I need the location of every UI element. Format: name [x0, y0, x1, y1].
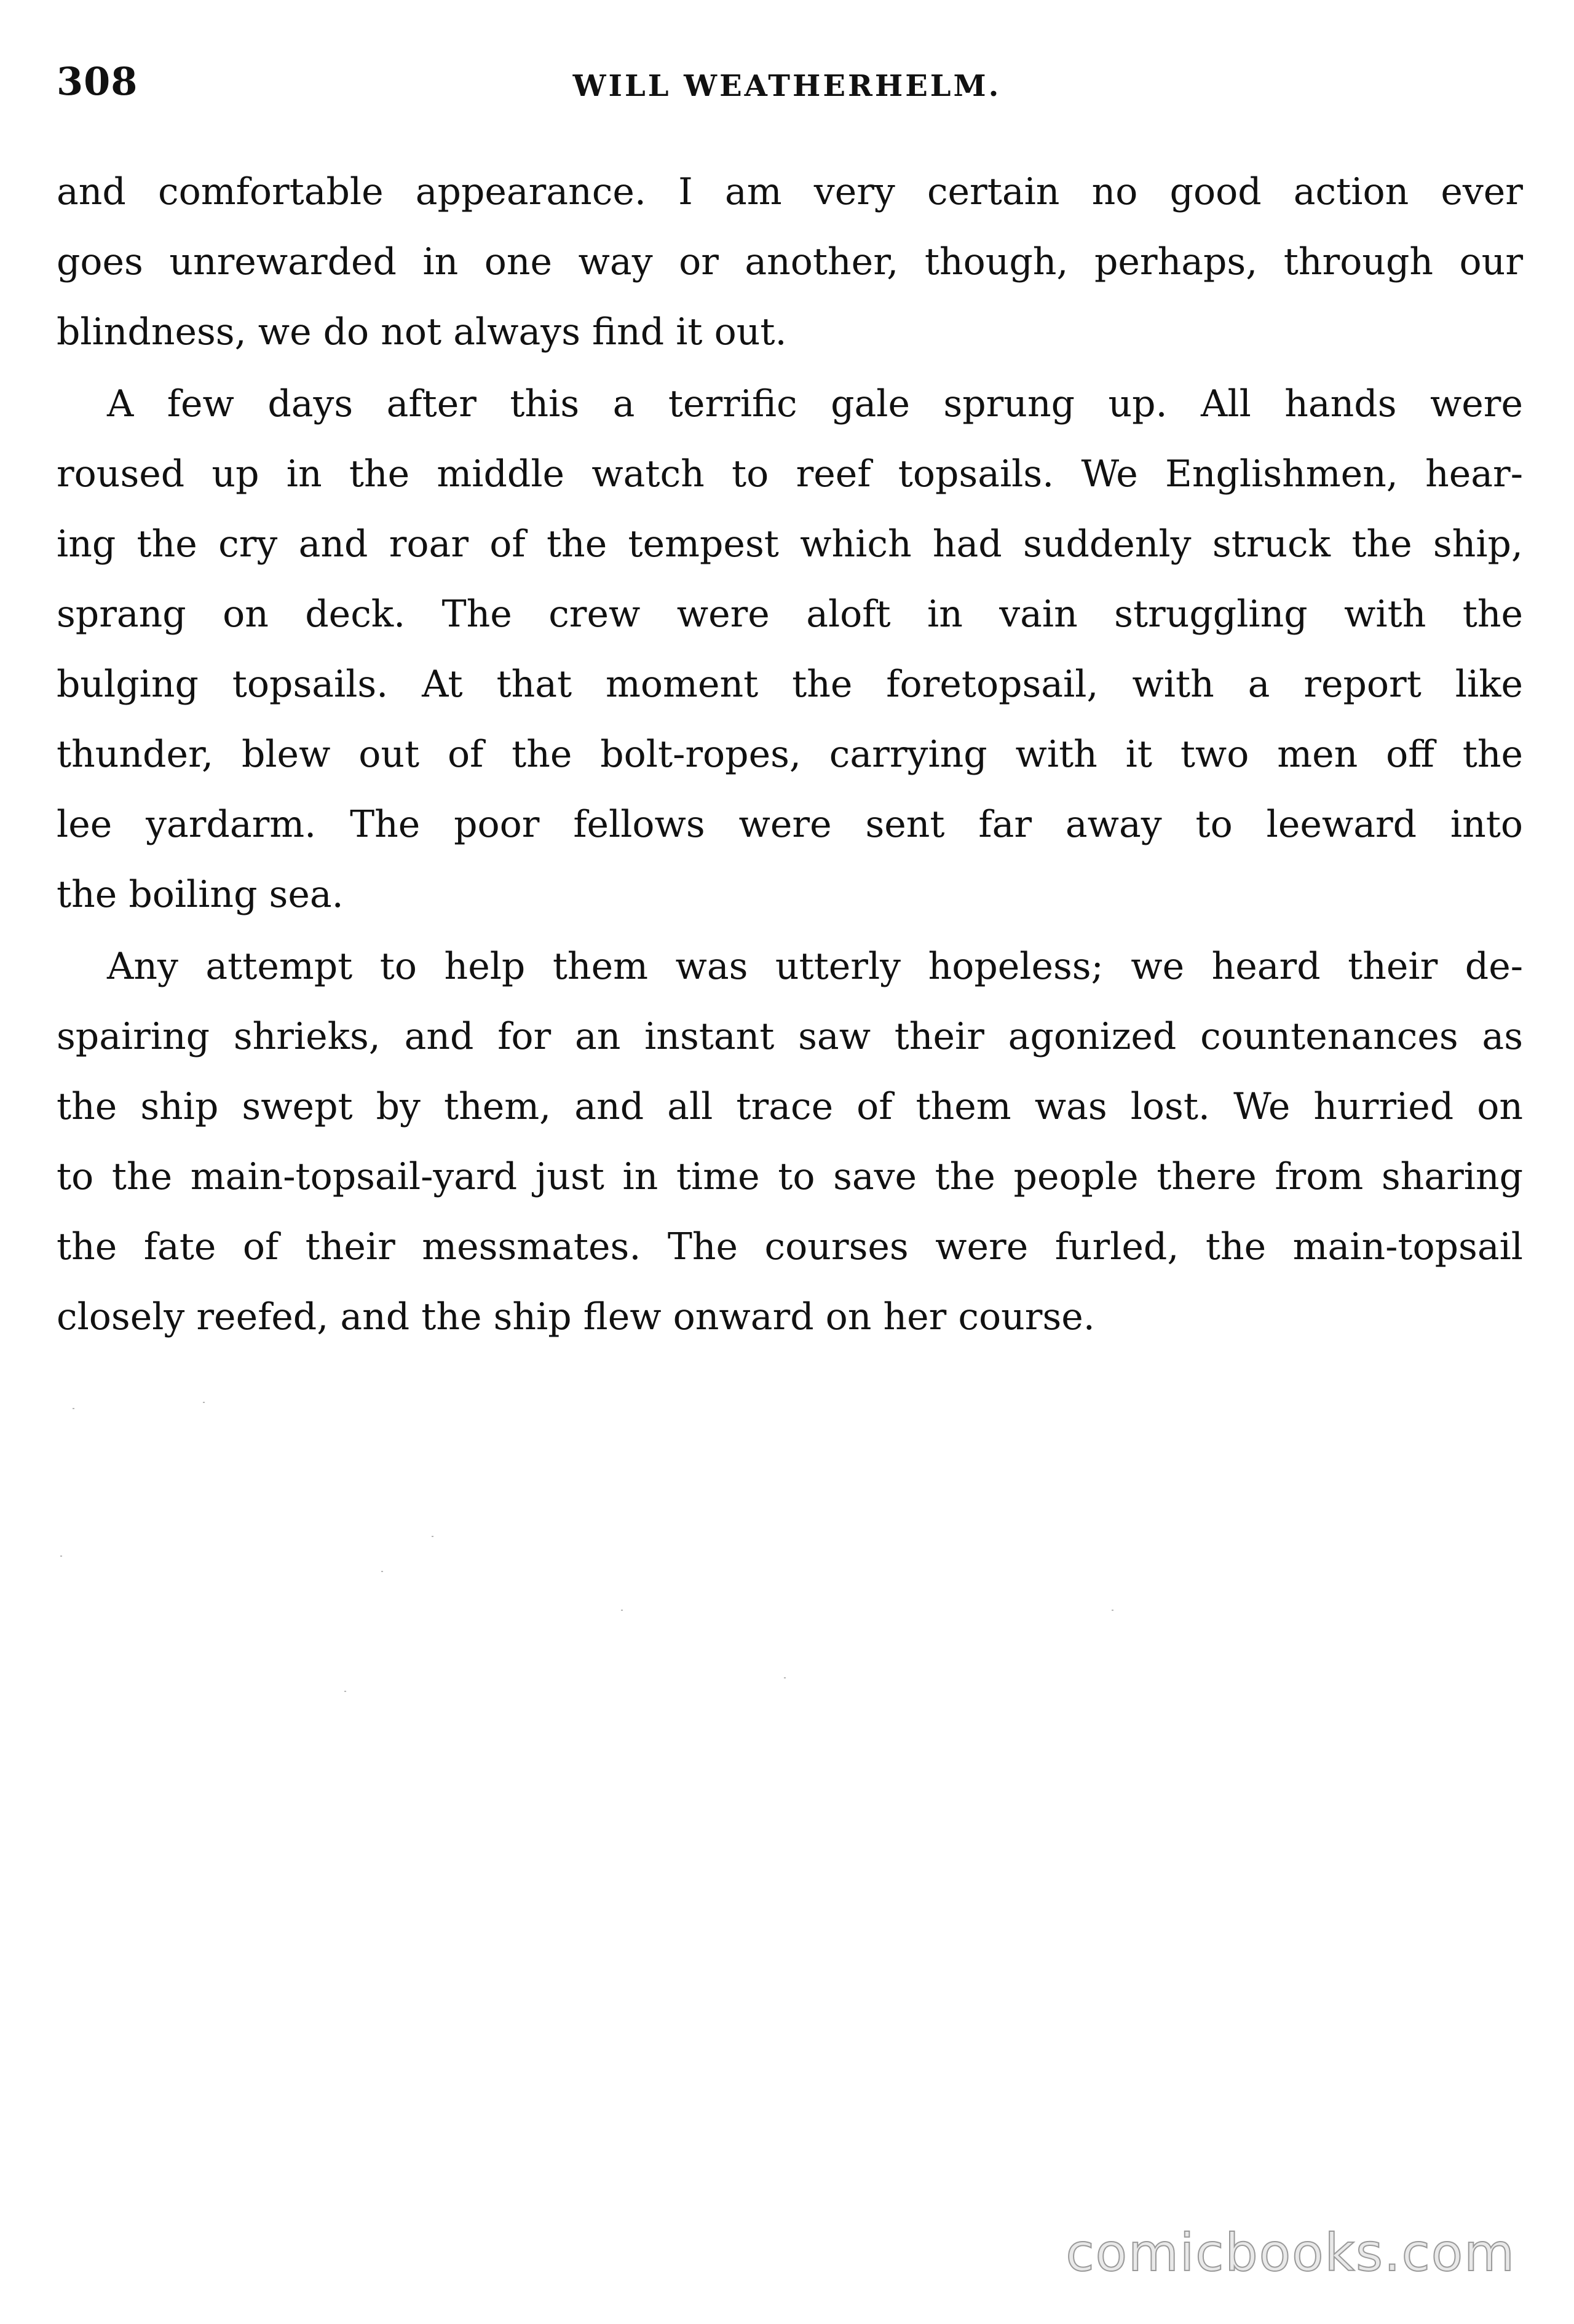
text-line: A few days after this a terrific gale sprung up. All hands were [107, 382, 1523, 425]
speck [1112, 1610, 1113, 1611]
speck [784, 1677, 786, 1678]
text-line: thunder, blew out of the bolt-ropes, carrying with it two men off the [57, 733, 1523, 776]
paragraph-3 [57, 931, 1523, 1352]
text-line: spairing shrieks, and for an instant saw their agonized countenances as [57, 1015, 1523, 1058]
text-line: and comfortable appearance. I am very certain no good action ever [57, 170, 1523, 213]
body-text [57, 157, 1523, 1354]
watermark-logo: comicbooks.com [1066, 2223, 1516, 2283]
speck [60, 1555, 62, 1557]
text-line: the fate of their messmates. The courses were furled, the main-topsail [57, 1225, 1523, 1268]
text-line: closely reefed, and the ship flew onward on her course. [57, 1295, 1095, 1338]
paragraph-1 [57, 157, 1523, 367]
text-line: lee yardarm. The poor fellows were sent far away to leeward into [57, 803, 1523, 846]
speck [73, 1408, 74, 1409]
speck [344, 1691, 346, 1692]
text-line: goes unrewarded in one way or another, though, perhaps, through our [57, 240, 1523, 283]
speck [203, 1402, 205, 1403]
running-title: WILL WEATHERHELM. [572, 69, 1002, 103]
speck [621, 1610, 623, 1611]
page-number: 308 [57, 59, 138, 104]
text-line: ing the cry and roar of the tempest which had suddenly struck the ship, [57, 523, 1523, 566]
speck [381, 1571, 383, 1572]
speck [432, 1536, 433, 1537]
text-line: Any attempt to help them was utterly hopeless; we heard their de- [107, 945, 1523, 988]
text-line: blindness, we do not always find it out. [57, 310, 787, 354]
paragraph-2 [57, 369, 1523, 930]
text-line: to the main-topsail-yard just in time to save the people there from sharing [57, 1155, 1523, 1198]
text-line: sprang on deck. The crew were aloft in vain struggling with the [57, 593, 1523, 636]
text-line: bulging topsails. At that moment the foretopsail, with a report like [57, 663, 1523, 706]
text-line: the ship swept by them, and all trace of them was lost. We hurried on [57, 1085, 1523, 1128]
text-line: roused up in the middle watch to reef topsails. We Englishmen, hear- [57, 453, 1523, 496]
text-line: the boiling sea. [57, 873, 344, 916]
